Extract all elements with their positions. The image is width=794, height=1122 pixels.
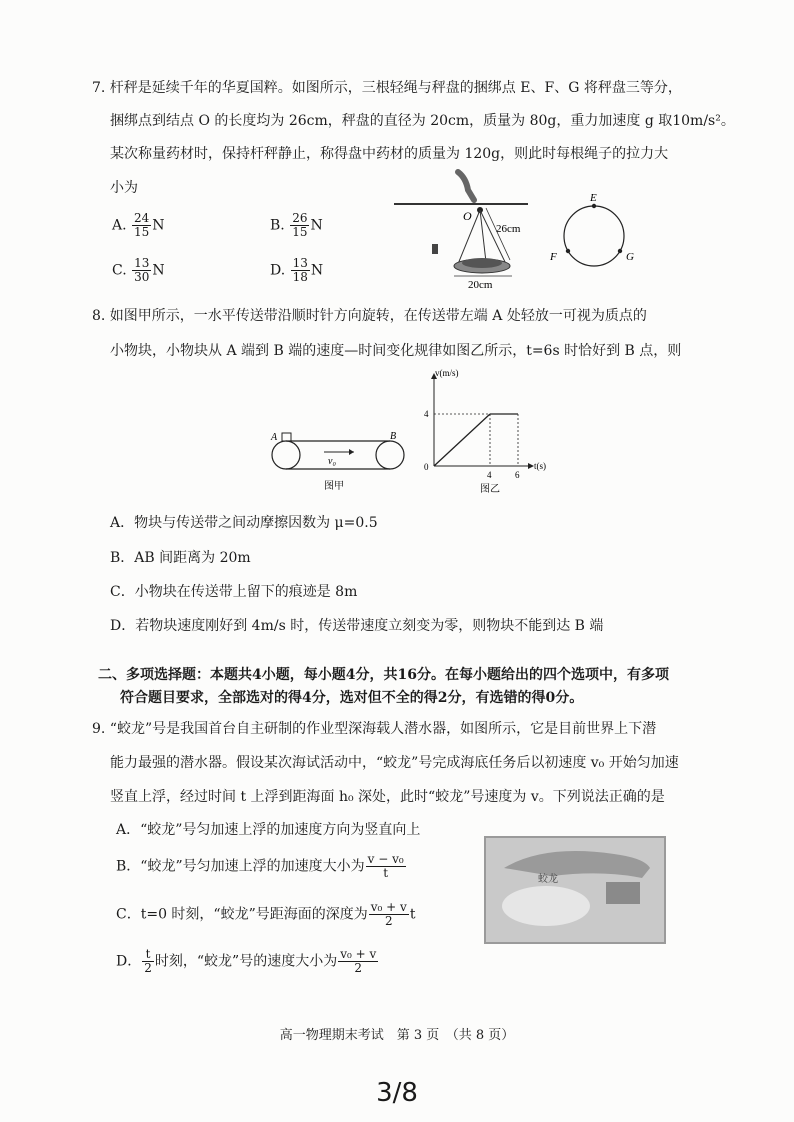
x-tick-label: 6 [515,470,520,480]
hand-icon [458,172,474,200]
q9-line-1: 9. “蛟龙”号是我国首台自主研制的作业型深海载人潜水器，如图所示，它是目前世界上下潜 [92,721,657,737]
q7-option-b[interactable]: B. $\frac{26}{15}$ N [270,211,323,239]
q8-line-1: 8. 如图甲所示，一水平传送带沿顺时针方向旋转，在传送带左端 A 处轻放一可视为质点的 [92,308,647,324]
q9-line-2: 能力最强的潜水器。假设某次海试活动中，“蛟龙”号完成海底任务后以初速度 v₀ 开始匀加速 [110,755,679,771]
label-v0: v₀ [328,456,336,467]
q9-option-d[interactable]: D． $\frac{t}{2}$ 时刻，“蛟龙”号的速度大小为 $\frac{\text{v₀ + v}}{2}$ [116,947,377,975]
q7-option-c[interactable]: C. $\frac{13}{30}$ N [112,256,165,284]
section-2-header-line-2: 符合题目要求，全部选对的得4分，选对但不全的得2分，有选错的得0分。 [120,690,584,706]
fraction: $\frac{24}{15}$ [134,211,150,239]
y-tick-label: 4 [424,409,429,419]
caption-yi: 图乙 [480,484,500,494]
submersible-hull [502,886,590,926]
q9-option-a[interactable]: A．“蛟龙”号匀加速上浮的加速度方向为竖直向上 [116,822,421,838]
section-2-header: 二、多项选择题：本题共4小题，每小题4分，共16分。在每小题给出的四个选项中，有多项 [98,667,669,683]
medicine [462,258,502,268]
q7-option-d[interactable]: D. $\frac{13}{18}$ N [270,256,324,284]
q9-line-3: 竖直上浮，经过时间 t 上浮到距海面 h₀ 深处，此时“蛟龙”号速度为 v。下列说法正确的是 [110,789,665,805]
submersible-image [486,838,664,942]
fraction: $\frac{t}{2}$ [144,947,152,975]
pulley-right [376,441,404,469]
series-segment [434,414,490,466]
x-tick-label: 4 [487,470,492,480]
q7-line-2: 捆绑点到结点 O 的长度均为 26cm，秤盘的直径为 20cm，质量为 80g，重力加速度 g 取10m/s²。 [110,113,735,129]
fraction: $\frac{\text{v₀ + v}}{2}$ [340,947,377,975]
origin-label: 0 [424,462,429,472]
label-o: O [463,209,472,223]
label-a: A [271,432,278,443]
rope [480,210,486,262]
q7-line-3: 某次称量药材时，保持杆秤静止，称得盘中药材的质量为 120g，则此时每根绳子的拉力大 [110,146,669,162]
point-e [592,204,596,208]
q9-option-c[interactable]: C．t=0 时刻，“蛟龙”号距海面的深度为 $\frac{\text{v₀ + v}}{2}$ t [116,900,416,928]
point-f [566,249,570,253]
fraction: $\frac{26}{15}$ [292,211,308,239]
rope [480,210,506,264]
fraction: $\frac{13}{18}$ [292,256,308,284]
page-indicator: 3/8 [376,1078,418,1108]
steelyard-figure [390,168,535,293]
caption-jia: 图甲 [324,481,344,492]
point-g [618,249,622,253]
submersible-arm [606,882,640,904]
label-rope-length: 26cm [496,223,521,235]
q7-line-1: 7. 杆秤是延续千年的华夏国粹。如图所示，三根轻绳与秤盘的捆绑点 E、F、G 将秤盘三等分， [92,80,682,96]
fraction: $\frac{\text{v₀ + v}}{2}$ [370,900,407,928]
block [282,433,291,441]
label-e: E [590,192,597,204]
q7-line-4: 小为 [110,180,138,196]
pan-circle-figure [544,190,644,270]
conveyor-figure [262,425,412,495]
fraction: $\frac{\text{v − v₀}}{t}$ [367,852,404,880]
q8-option-d[interactable]: D．若物块速度刚好到 4m/s 时，传送带速度立刻变为零，则物块不能到达 B 端 [110,618,604,634]
page-footer: 高一物理期末考试 第 3 页 （共 8 页） [279,1028,515,1043]
q8-option-c[interactable]: C．小物块在传送带上留下的痕迹是 8m [110,584,358,600]
label-g: G [626,251,634,263]
label-b: B [390,431,397,442]
fraction: $\frac{13}{30}$ [134,256,150,284]
label-f: F [550,251,557,263]
label-diameter: 20cm [468,279,493,291]
weight-icon [432,244,438,254]
pulley-left [272,441,300,469]
submersible-name-label: 蛟龙 [538,874,558,885]
submersible-photo [484,836,666,944]
q8-option-a[interactable]: A．物块与传送带之间动摩擦因数为 μ=0.5 [110,515,378,531]
arrow-head-icon [349,449,354,455]
x-axis-label: t(s) [534,461,546,471]
q9-option-b[interactable]: B．“蛟龙”号匀加速上浮的加速度大小为 $\frac{\text{v − v₀}}{t}$ [116,852,404,880]
q8-option-b[interactable]: B．AB 间距离为 20m [110,550,251,566]
q8-line-2: 小物块，小物块从 A 端到 B 端的速度—时间变化规律如图乙所示，t=6s 时恰好到 B 点，则 [110,343,682,359]
q7-option-a[interactable]: A. $\frac{24}{15}$ N [112,211,165,239]
vt-chart [420,368,570,494]
pan-circle [564,206,624,266]
y-axis-label: v(m/s) [435,368,459,378]
